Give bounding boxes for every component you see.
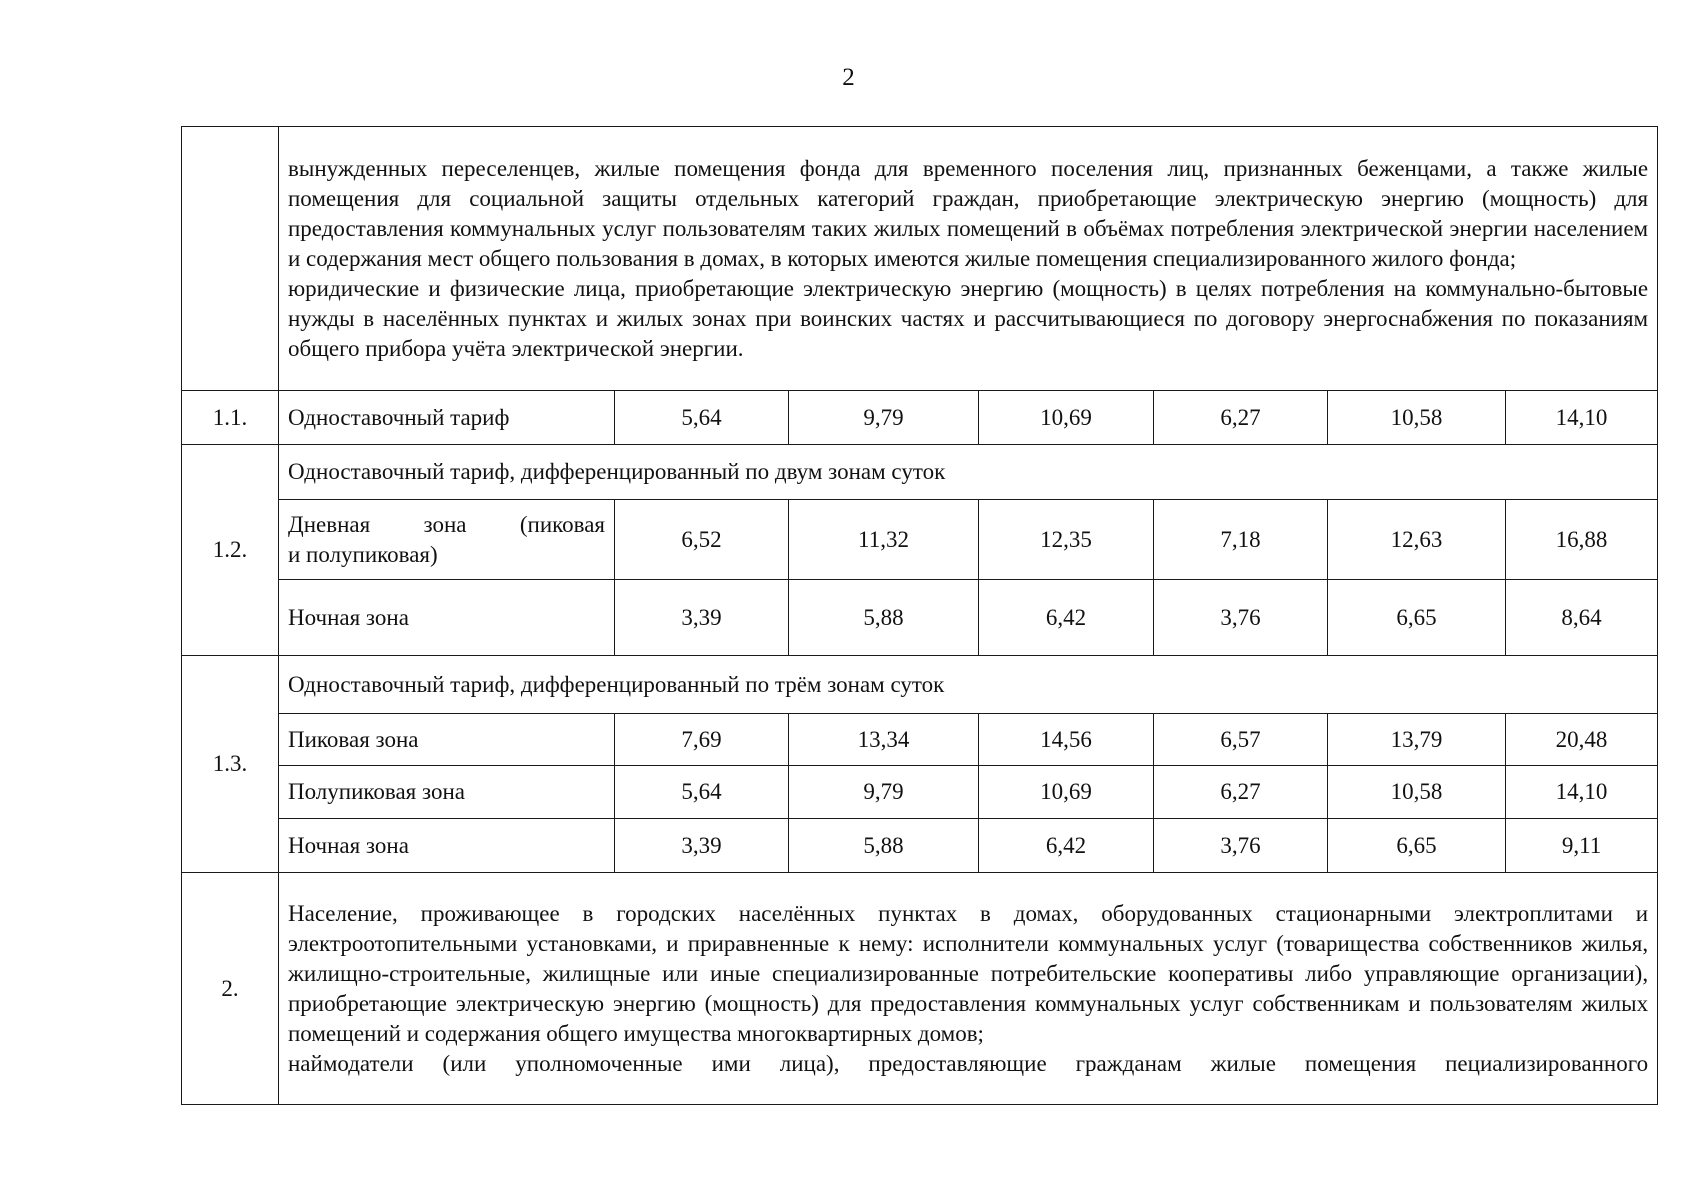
- tariff-value: 3,39: [615, 819, 789, 873]
- tariff-value: 6,27: [1154, 391, 1328, 445]
- row-number-empty: [182, 127, 279, 391]
- tariff-value: 10,69: [979, 766, 1154, 819]
- table-row-1-3-semipeak: [182, 766, 1658, 819]
- tariff-value: 5,88: [789, 819, 979, 873]
- category-paragraph: Население, проживающее в городских населённых пунктах в домах, оборудованных стационарными электроплитами и электроотопительными установками, и приравненные к нему: исполнители коммунальных услуг (товарищества собственников жилья, жилищно-строительные, жилищные или иные специализированные потребительские кооперативы либо управляющие организации), приобретающие электрическую энергию (мощность) для предоставления коммунальных услуг собственникам и пользователям жилых помещений и содержания общего имущества многоквартирных домов;: [288, 900, 1649, 1046]
- tariff-value: 5,88: [789, 580, 979, 656]
- tariff-value: 14,10: [1506, 766, 1658, 819]
- tariff-label-line: и полупиковая): [288, 541, 438, 567]
- tariff-value: 10,58: [1328, 391, 1506, 445]
- table-row-continuation: [182, 127, 1658, 391]
- tariff-value: 7,18: [1154, 500, 1328, 580]
- row-number: 1.1.: [182, 391, 279, 445]
- tariff-value: 12,35: [979, 500, 1154, 580]
- tariff-value: 5,64: [615, 391, 789, 445]
- tariff-label: Ночная зона: [279, 819, 615, 873]
- continuation-paragraph: юридические и физические лица, приобретающие электрическую энергию (мощность) в целях потребления на коммунально-бытовые нужды в населённых пунктах и жилых зонах при воинских частях и рассчитывающиеся по договору энергоснабжения по показаниям общего прибора учёта электрической энергии.: [288, 275, 1649, 361]
- tariff-value: 11,32: [789, 500, 979, 580]
- tariff-value: 14,10: [1506, 391, 1658, 445]
- tariff-label: [279, 500, 615, 580]
- tariff-label: Полупиковая зона: [279, 766, 615, 819]
- row-number: 2.: [182, 873, 279, 1105]
- tariff-value: 9,79: [789, 766, 979, 819]
- tariff-value: 12,63: [1328, 500, 1506, 580]
- table-row-1-3-heading: [182, 656, 1658, 714]
- table-row-1-1: [182, 391, 1658, 445]
- tariff-value: 14,56: [979, 714, 1154, 766]
- tariff-label: Одноставочный тариф: [279, 391, 615, 445]
- table-row-2: [182, 873, 1658, 1105]
- tariff-label-line: Дневная зона (пиковая: [288, 511, 605, 537]
- row-number: 1.3.: [182, 656, 279, 873]
- tariff-group-heading: Одноставочный тариф, дифференцированный по трём зонам суток: [279, 656, 1658, 714]
- tariff-value: 9,11: [1506, 819, 1658, 873]
- continuation-text-cell: [279, 127, 1658, 391]
- tariff-value: 6,42: [979, 819, 1154, 873]
- tariff-label: Ночная зона: [279, 580, 615, 656]
- tariff-group-heading: Одноставочный тариф, дифференцированный по двум зонам суток: [279, 445, 1658, 500]
- tariff-value: 6,65: [1328, 819, 1506, 873]
- tariff-label: Пиковая зона: [279, 714, 615, 766]
- tariff-value: 10,58: [1328, 766, 1506, 819]
- tariff-value: 6,27: [1154, 766, 1328, 819]
- tariff-value: 6,57: [1154, 714, 1328, 766]
- tariff-value: 8,64: [1506, 580, 1658, 656]
- table-row-1-2-night: [182, 580, 1658, 656]
- tariff-value: 5,64: [615, 766, 789, 819]
- page-number: 2: [842, 64, 855, 91]
- tariff-value: 3,76: [1154, 819, 1328, 873]
- row-number: 1.2.: [182, 445, 279, 656]
- tariff-value: 13,79: [1328, 714, 1506, 766]
- tariff-table: [181, 126, 1658, 1105]
- tariff-value: 9,79: [789, 391, 979, 445]
- tariff-value: 6,52: [615, 500, 789, 580]
- tariff-value: 3,76: [1154, 580, 1328, 656]
- tariff-value: 7,69: [615, 714, 789, 766]
- tariff-value: 13,34: [789, 714, 979, 766]
- tariff-value: 10,69: [979, 391, 1154, 445]
- table-row-1-3-peak: [182, 714, 1658, 766]
- category-paragraph: наймодатели (или уполномоченные ими лица), предоставляющие гражданам жилые помещения пециализированного: [288, 1050, 1649, 1076]
- table-row-1-3-night: [182, 819, 1658, 873]
- tariff-value: 20,48: [1506, 714, 1658, 766]
- tariff-value: 6,42: [979, 580, 1154, 656]
- tariff-value: 6,65: [1328, 580, 1506, 656]
- table-row-1-2-day: [182, 500, 1658, 580]
- tariff-value: 16,88: [1506, 500, 1658, 580]
- table-row-1-2-heading: [182, 445, 1658, 500]
- tariff-value: 3,39: [615, 580, 789, 656]
- category-text-cell: [279, 873, 1658, 1105]
- continuation-paragraph: вынужденных переселенцев, жилые помещения фонда для временного поселения лиц, признанных беженцами, а также жилые помещения для социальной защиты отдельных категорий граждан, приобретающие электрическую энергию (мощность) для предоставления коммунальных услуг пользователям таких жилых помещений в объёмах потребления электрической энергии населением и содержания мест общего пользования в домах, в которых имеются жилые помещения специализированного жилого фонда;: [288, 155, 1649, 271]
